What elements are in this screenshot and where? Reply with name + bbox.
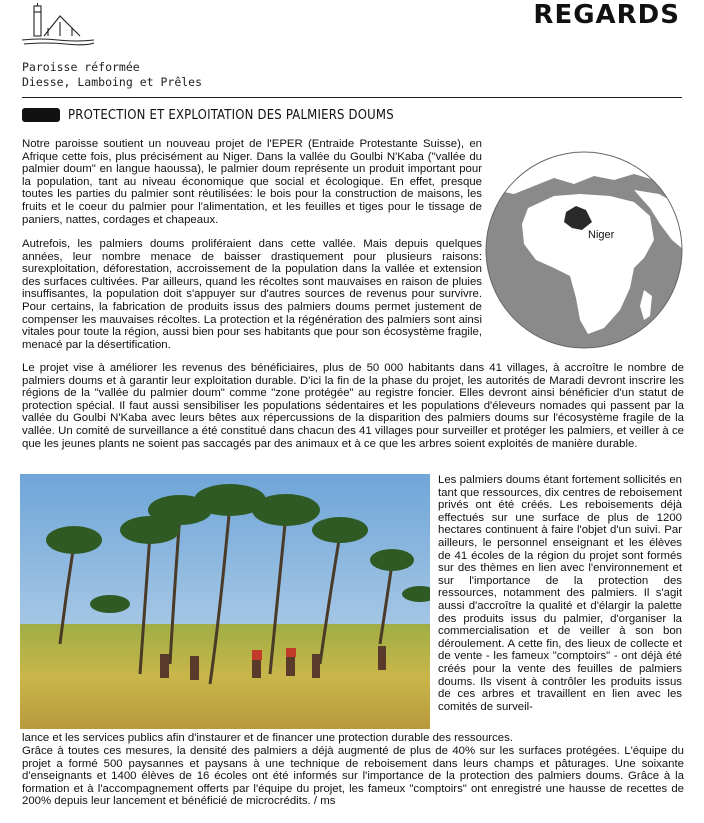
section-title: PROTECTION ET EXPLOITATION DES PALMIERS DOUMS [68, 107, 394, 123]
article-paragraph-5: lance et les services publics afin d'instaurer et de financer une protection durable des ressources. [22, 732, 513, 744]
parish-line-2: Diesse, Lamboing et Prêles [22, 75, 203, 89]
header-divider [22, 97, 682, 98]
doum-palm-photo [20, 474, 430, 729]
parish-name [22, 60, 202, 90]
article-paragraph-6: Grâce à toutes ces mesures, la densité des palmiers a déjà augmenté de plus de 40% sur les surfaces protégées. L'équipe du projet a formé 500 paysannes et paysans à une technique de reboisement dans leurs champs et pâturages. Une soixante d'enseignants et 1400 élèves de 16 écoles ont été informés sur l'importance de la protection des palmiers doums. Grâce à la formation et à l'accompagnement offerts par l'équipe du projet, les fameux "comptoirs" ont enregistré une hausse de recettes de 200% depuis leur lancement et bénéficié de microcrédits. / ms [22, 745, 684, 808]
section-marker [22, 108, 60, 122]
article-paragraph-3: Le projet vise à améliorer les revenus des bénéficiaires, plus de 50 000 habitants dans 41 villages, à accroître le nombre de palmiers doums et à garantir leur exploitation durable. D'ici la fin de la phase du projet, les autorités de Maradi devront inscrire les régions de la "vallée du palmier doum" comme "zone protégée" au registre foncier. Elles devront ainsi bénéficier d'un statut de protection spécial. Il faut aussi sensibiliser les populations sédentaires et les populations d'éleveurs nomades qui passent par la vallée du Goulbi N'Kaba avec leurs bêtes aux répercussions de la disparition des palmiers doums sur l'écosystème fragile de la vallée. Un comité de surveillance a été constitué dans chacun des 41 villages pour surveiller et protéger les palmiers, et veiller à ce que les jeunes plants ne soient pas saccagés par des animaux et à ce que les arbres soient exploités de manière durable. [22, 362, 684, 450]
globe-map-niger [484, 150, 684, 350]
church-logo [20, 2, 96, 46]
article-paragraph-4: Les palmiers doums étant fortement sollicités en tant que ressources, dix centres de reboisement privés ont été créés. Les reboisements déjà effectués sur une surface de plus de 1200 hectares continuent à faire l'objet d'un suivi. Par ailleurs, le personnel enseignant et les élèves de 41 écoles de la région du projet sont formés sur des thèmes en lien avec l'environnement et sur l'importance de la protection des ressources, notamment des palmiers. Il s'agit aussi d'accroître la qualité et d'élargir la palette des produits issus du palmier, d'organiser la commercialisation et de veiller à son bon déroulement. A cette fin, des lieux de collecte et de vente - les fameux "comptoirs" - ont déjà été créés pour la vente des feuilles de palmiers doums. Ils visent à contrôler les produits issus de ces arbres et travaillent en lien avec les comités de surveil- [438, 474, 682, 713]
map-label-niger: Niger [588, 229, 615, 241]
article-paragraph-1: Notre paroisse soutient un nouveau projet de l'EPER (Entraide Protestante Suisse), en Afrique cette fois, plus précisément au Niger. Dans la vallée du Goulbi N'Kaba ("vallée du palmier doum" en langue haoussa), le palmier doum représente un produit important pour la population, tant au niveau économique que social et écologique. En effet, presque toutes les parties du palmier sont réutilisées: le bois pour la construction de maisons, les fruits et le coeur du palmier pour l'alimentation, et les feuilles et tiges pour le tissage de paniers, nattes, cordages et chapeaux. [22, 138, 482, 226]
section-header [22, 107, 394, 123]
publication-title: REGARDS [533, 0, 680, 30]
parish-line-1: Paroisse réformée [22, 60, 140, 74]
article-paragraph-2: Autrefois, les palmiers doums proliféraient dans cette vallée. Mais depuis quelques années, leur nombre menace de baisser drastiquement pour plusieurs raisons: surexploitation, déforestation, accroissement de la population dans la vallée et extension des surfaces cultivées. Par ailleurs, quand les récoltes sont mauvaises en raison de pluies insuffisantes, la population doit s'appuyer sur d'autres sources de revenus pour survivre. Pour certains, la fabrication de produits issus des palmiers doums permet justement de compenser les mauvaises récoltes. La protection et la régénération des palmiers sont ainsi vitales pour toute la région, aussi bien pour ses habitants que pour son écosystème fragile, menacé par la désertification. [22, 238, 482, 351]
